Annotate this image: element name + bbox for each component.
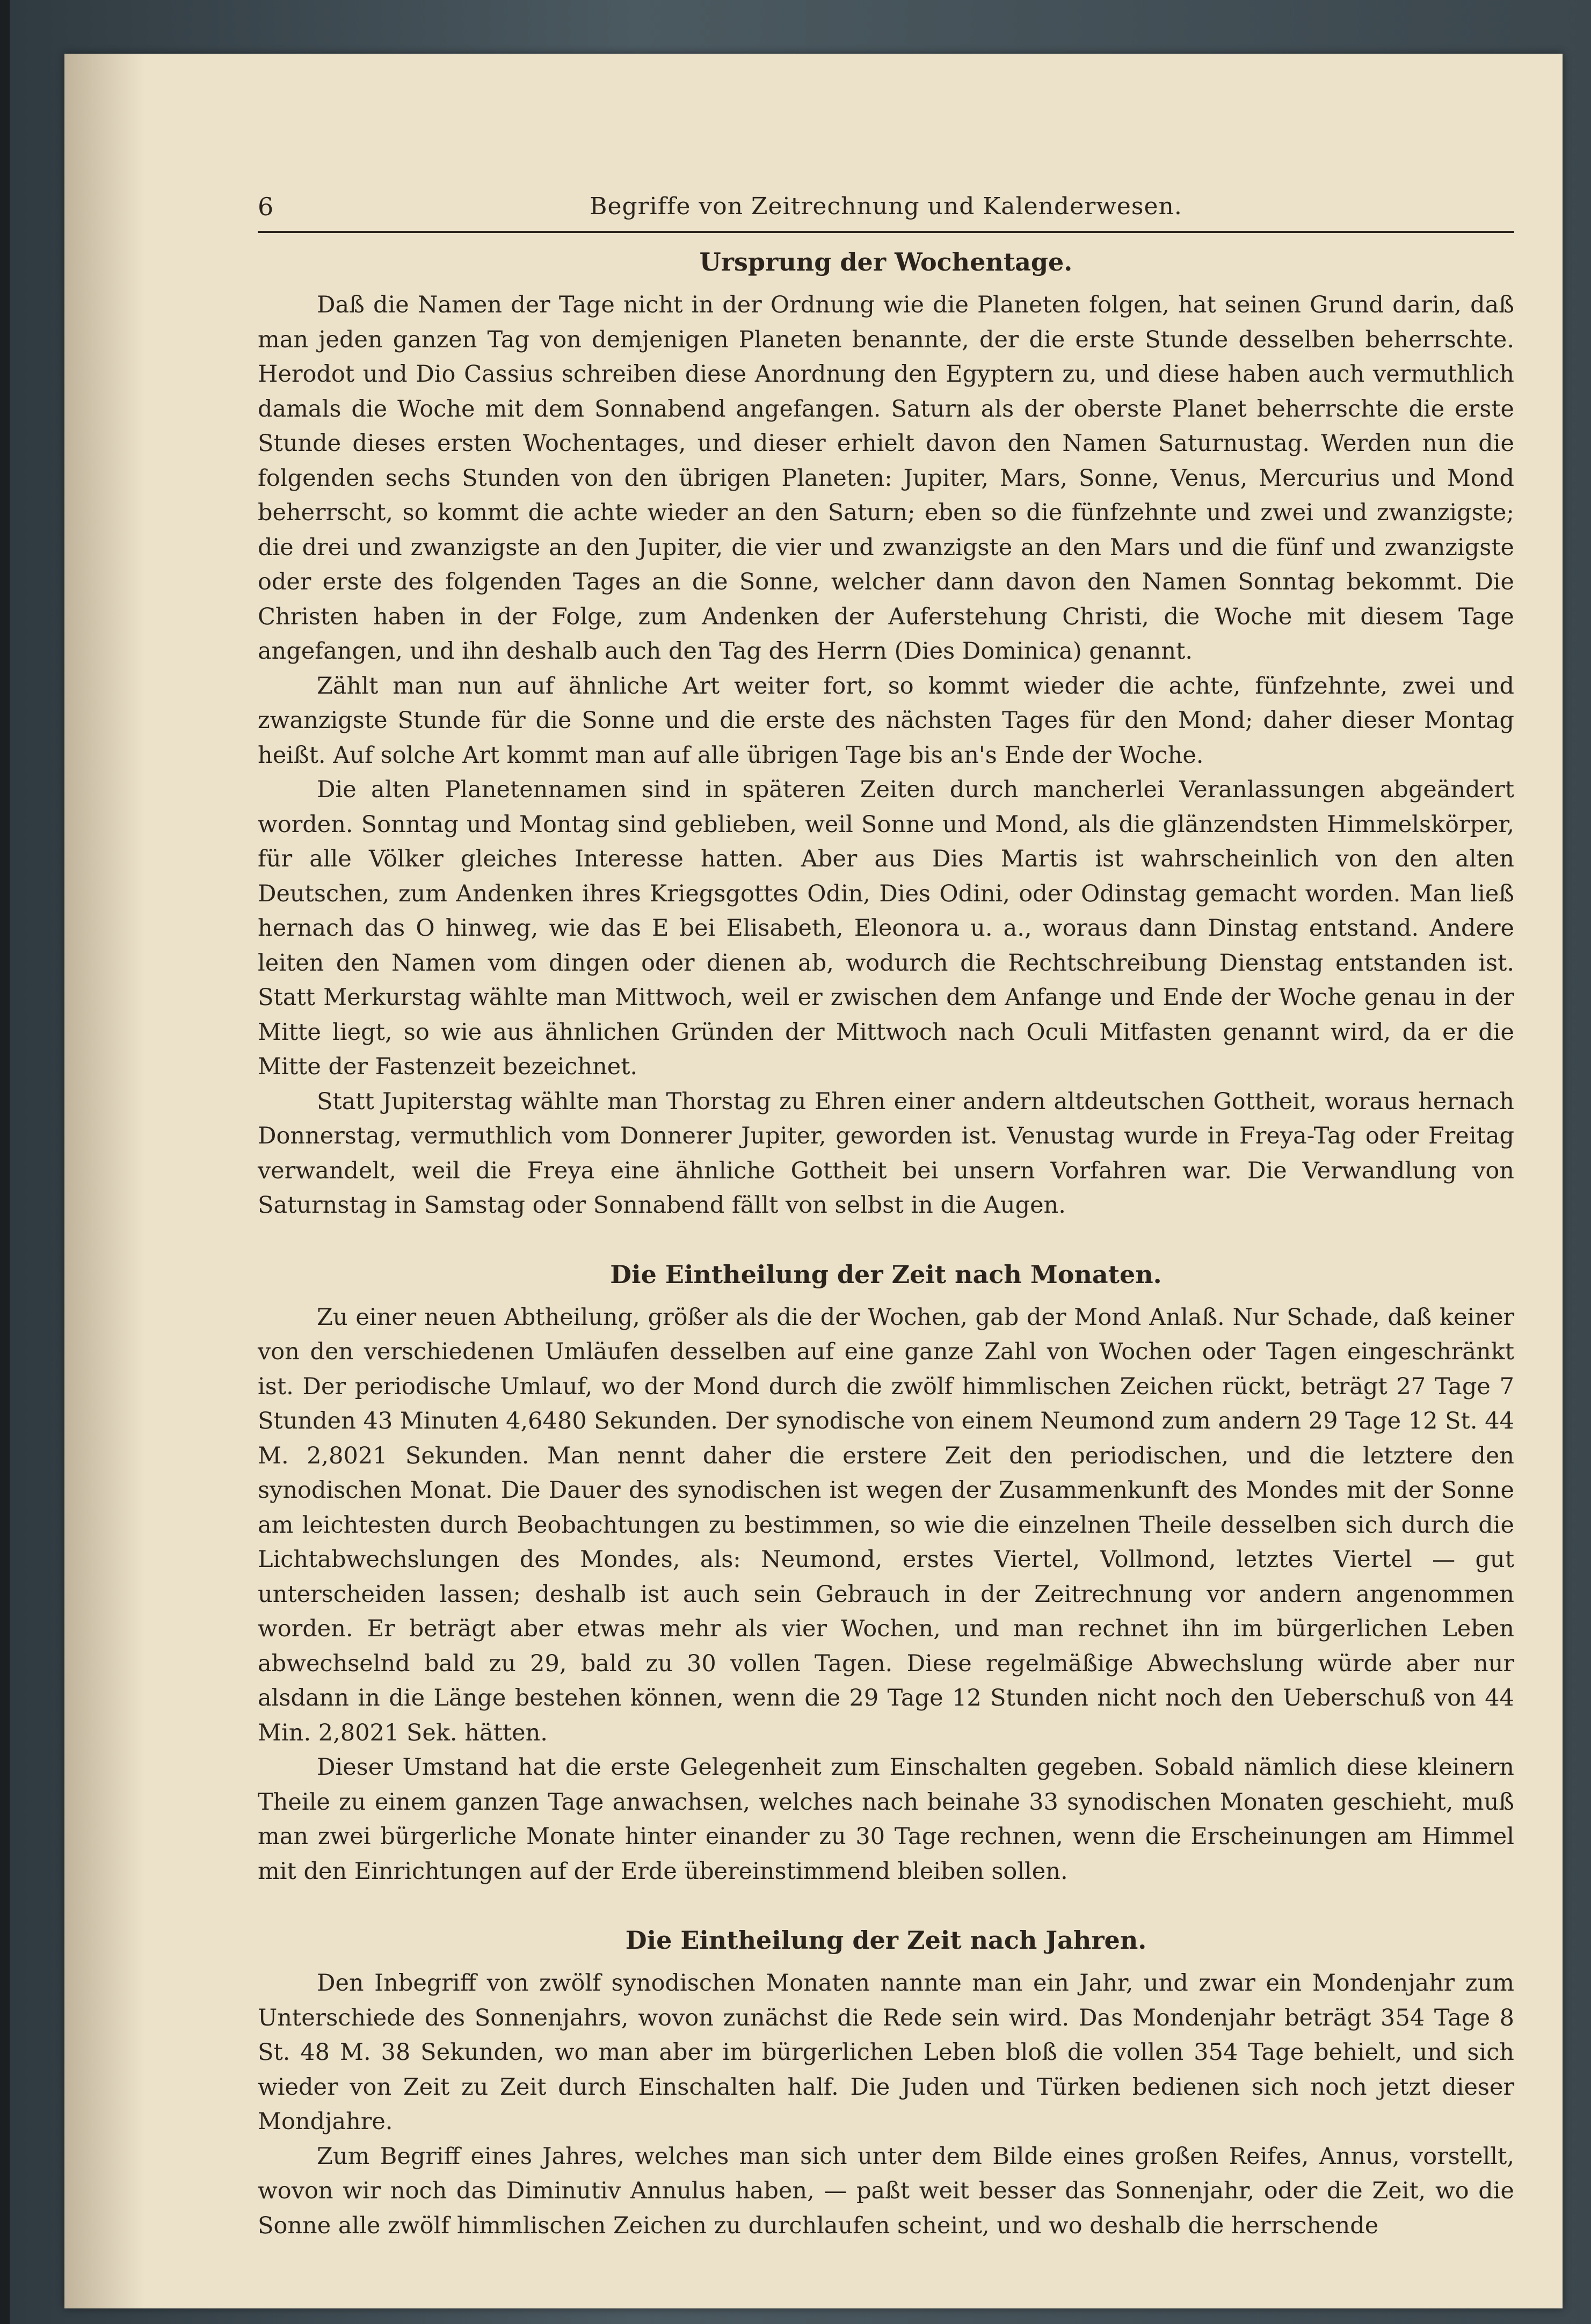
paragraph: Zählt man nun auf ähnliche Art weiter fort, so kommt wieder die achte, fünfzehnte, zwei und zwanzigste Stunde für die Sonne und die erste des nächsten Tages für den Mond; daher dieser Montag heißt. Auf solche Art kommt man auf alle übrigen Tage bis an's Ende der Woche. [258,672,1514,769]
paragraph: Dieser Umstand hat die erste Gelegenheit zum Einschalten gegeben. Sobald nämlich diese kleinern Theile zu einem ganzen Tage anwachsen, welches nach beinahe 33 synodischen Monaten geschieht, muß man zwei bürgerliche Monate hinter einander zu 30 Tage rechnen, wenn die Erscheinungen am Himmel mit den Einrichtungen auf der Erde übereinstimmend bleiben sollen. [258,1754,1514,1885]
section-gap [258,1223,1514,1245]
text-block [258,188,1514,2243]
paragraph: Die alten Planetennamen sind in späteren Zeiten durch mancherlei Veranlassungen abgeändert worden. Sonntag und Montag sind geblieben, weil Sonne und Mond, als die glänzendsten Himmelskörper, für alle Völker gleiches Interesse hatten. Aber aus Dies Martis ist wahrscheinlich von den alten Deutschen, zum Andenken ihres Kriegsgottes Odin, Dies Odini, oder Odinstag gemacht worden. Man ließ hernach das O hinweg, wie das E bei Elisabeth, Eleonora u. a., woraus dann Dinstag entstand. Andere leiten den Namen vom dingen oder dienen ab, wodurch die Rechtschreibung Dienstag entstanden ist. Statt Merkurstag wählte man Mittwoch, weil er zwischen dem Anfange und Ende der Woche genau in der Mitte liegt, so wie aus ähnlichen Gründen der Mittwoch nach Oculi Mitfasten genannt wird, da er die Mitte der Fastenzeit bezeichnet. [258,776,1514,1080]
paragraph: Daß die Namen der Tage nicht in der Ordnung wie die Planeten folgen, hat seinen Grund darin, daß man jeden ganzen Tag von demjenigen Planeten benannte, der die erste Stunde desselben beherrschte. Herodot und Dio Cassius schreiben diese Anordnung den Egyptern zu, und diese haben auch vermuthlich damals die Woche mit dem Sonnabend angefangen. Saturn als der oberste Planet beherrschte die erste Stunde dieses ersten Wochentages, und dieser erhielt davon den Namen Saturnustag. Werden nun die folgenden sechs Stunden von den übrigen Planeten: Jupiter, Mars, Sonne, Venus, Mercurius und Mond beherrscht, so kommt die achte wieder an den Saturn; eben so die fünfzehnte und zwei und zwanzigste; die drei und zwanzigste an den Jupiter, die vier und zwanzigste an den Mars und die fünf und zwanzigste oder erste des folgenden Tages an die Sonne, welcher dann davon den Namen Sonntag bekommt. Die Christen haben in der Folge, zum Andenken der Auferstehung Christi, die Woche mit diesem Tage angefangen, und ihn deshalb auch den Tag des Herrn (Dies Dominica) genannt. [258,292,1514,665]
section-months [258,1255,1514,1889]
running-head-title: Begriffe von Zeitrechnung und Kalenderwesen. [590,193,1182,220]
section-gap [258,1889,1514,1911]
paragraph: Statt Jupiterstag wählte man Thorstag zu Ehren einer andern altdeutschen Gottheit, woraus hernach Donnerstag, vermuthlich vom Donnerer Jupiter, geworden ist. Venustag wurde in Freya-Tag oder Freitag verwandelt, weil die Freya eine ähnliche Gottheit bei unsern Vorfahren war. Die Verwandlung von Saturnstag in Samstag oder Sonnabend fällt von selbst in die Augen. [258,1088,1514,1219]
section-heading: Die Eintheilung der Zeit nach Monaten. [610,1259,1162,1289]
paragraph: Zu einer neuen Abtheilung, größer als die der Wochen, gab der Mond Anlaß. Nur Schade, daß keiner von den verschiedenen Umläufen desselben auf eine ganze Zahl von Wochen oder Tagen eingeschränkt ist. Der periodische Umlauf, wo der Mond durch die zwölf himmlischen Zeichen rückt, beträgt 27 Tage 7 Stunden 43 Minuten 4,6480 Sekunden. Der synodische von einem Neumond zum andern 29 Tage 12 St. 44 M. 2,8021 Sekunden. Man nennt daher die erstere Zeit den periodischen, und die letztere den synodischen Monat. Die Dauer des synodischen ist wegen der Zusammenkunft des Mondes mit der Sonne am leichtesten durch Beobachtungen zu bestimmen, so wie die einzelnen Theile desselben sich durch die Lichtabwechslungen des Mondes, als: Neumond, erstes Viertel, Vollmond, letztes Viertel — gut unterscheiden lassen; deshalb ist auch sein Gebrauch in der Zeitrechnung vor andern angenommen worden. Er beträgt aber etwas mehr als vier Wochen, und man rechnet ihn im bürgerlichen Leben abwechselnd bald zu 29, bald zu 30 vollen Tagen. Diese regelmäßige Abwechslung würde aber nur alsdann in die Länge bestehen können, wenn die 29 Tage 12 Stunden nicht noch den Ueberschuß von 44 Min. 2,8021 Sek. hätten. [258,1303,1514,1746]
section-weekdays [258,243,1514,1223]
running-head [258,188,1514,233]
section-heading: Ursprung der Wochentage. [699,247,1073,276]
book-binding-edge [0,0,10,2324]
section-heading: Die Eintheilung der Zeit nach Jahren. [625,1926,1147,1955]
page-gutter-shadow [64,54,145,2308]
section-years [258,1921,1514,2243]
page-number: 6 [258,192,274,221]
paragraph: Zum Begriff eines Jahres, welches man sich unter dem Bilde eines großen Reifes, Annus, vorstellt, wovon wir noch das Diminutiv Annulus haben, — paßt weit besser das Sonnenjahr, oder die Zeit, wo die Sonne alle zwölf himmlischen Zeichen zu durchlaufen scheint, und wo deshalb die herrschende [258,2143,1514,2239]
paragraph: Den Inbegriff von zwölf synodischen Monaten nannte man ein Jahr, und zwar ein Mondenjahr zum Unterschiede des Sonnenjahrs, wovon zunächst die Rede sein wird. Das Mondenjahr beträgt 354 Tage 8 St. 48 M. 38 Sekunden, wo man aber im bürgerlichen Leben bloß die vollen 354 Tage behielt, und sich wieder von Zeit zu Zeit durch Einschalten half. Die Juden und Türken bedienen sich noch jetzt dieser Mondjahre. [258,1970,1514,2135]
